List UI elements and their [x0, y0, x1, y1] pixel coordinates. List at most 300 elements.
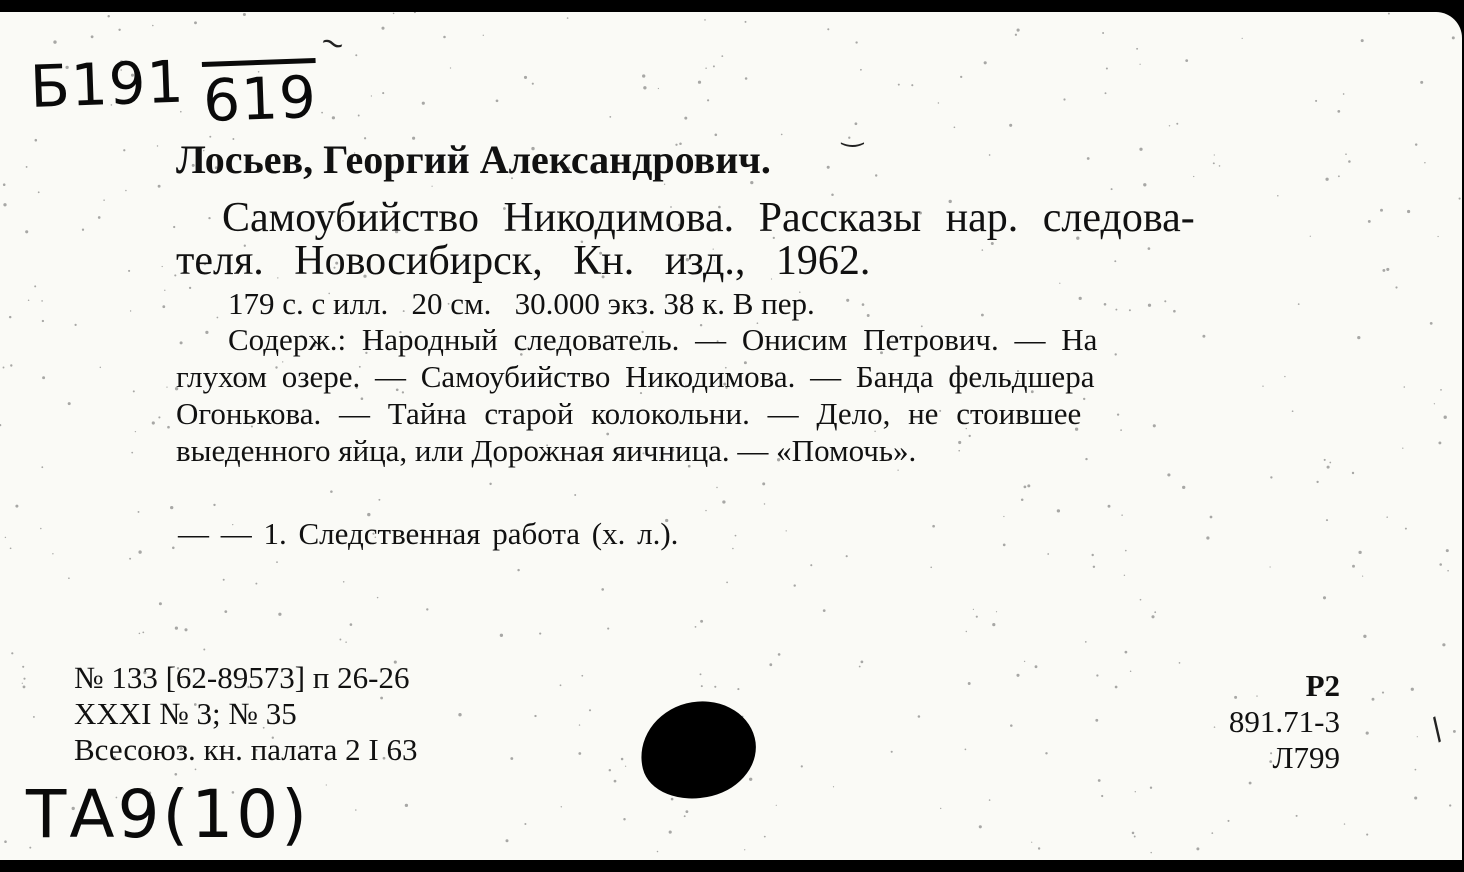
speckle-dot: [1368, 220, 1371, 223]
speckle-dot: [984, 61, 987, 64]
speckle-dot: [700, 673, 702, 675]
speckle-dot: [42, 376, 45, 379]
speckle-dot: [167, 426, 170, 429]
speckle-dot: [1150, 852, 1151, 853]
speckle-dot: [1063, 98, 1065, 100]
speckle-dot: [157, 145, 158, 146]
speckle-dot: [1227, 820, 1229, 822]
speckle-dot: [1417, 736, 1418, 737]
speckle-dot: [345, 641, 347, 643]
speckle-dot: [1327, 466, 1330, 469]
speckle-dot: [714, 686, 716, 688]
speckle-dot: [82, 229, 84, 231]
speckle-dot: [701, 685, 703, 687]
speckle-dot: [1140, 599, 1142, 601]
speckle-dot: [846, 299, 849, 302]
speckle-dot: [1214, 726, 1216, 728]
speckle-dot: [1323, 596, 1326, 599]
speckle-dot: [534, 715, 536, 717]
speckle-dot: [1143, 183, 1146, 186]
speckle-dot: [732, 548, 734, 550]
speckle-dot: [5, 537, 6, 538]
speckle-dot: [1358, 551, 1361, 554]
speckle-dot: [685, 810, 688, 813]
speckle-dot: [684, 117, 687, 120]
speckle-dot: [53, 40, 56, 43]
speckle-dot: [175, 627, 178, 630]
speckle-dot: [1415, 143, 1417, 145]
speckle-dot: [98, 216, 101, 219]
speckle-dot: [339, 639, 341, 641]
speckle-dot: [713, 65, 715, 67]
speckle-dot: [1096, 674, 1098, 676]
speckle-dot: [450, 67, 451, 68]
speckle-dot: [1386, 516, 1388, 518]
speckle-dot: [721, 55, 723, 57]
speckle-dot: [1329, 462, 1331, 464]
speckle-dot: [954, 126, 956, 128]
speckle-dot: [911, 84, 913, 86]
speckle-dot: [1298, 303, 1300, 305]
speckle-dot: [170, 506, 173, 509]
speckle-dot: [180, 341, 183, 344]
speckle-dot: [330, 490, 333, 493]
speckle-dot: [658, 88, 659, 89]
speckle-dot: [1164, 300, 1166, 302]
speckle-dot: [23, 678, 25, 680]
speckle-dot: [958, 441, 961, 444]
speckle-dot: [1176, 123, 1178, 125]
speckle-dot: [1366, 732, 1369, 735]
registry-number: № 133 [62-89573] п 26-26: [74, 660, 410, 695]
speckle-dot: [1016, 674, 1019, 677]
speckle-dot: [1324, 459, 1326, 461]
speckle-dot: [1202, 335, 1205, 338]
speckle-dot: [1083, 398, 1085, 400]
speckle-dot: [735, 535, 737, 537]
speckle-dot: [506, 839, 509, 842]
subject-heading: — — 1. Следственная работа (х. л.).: [178, 516, 679, 551]
speckle-dot: [41, 300, 43, 302]
speckle-dot: [623, 818, 625, 820]
speckle-dot: [524, 76, 527, 79]
speckle-dot: [614, 780, 617, 783]
speckle-dot: [26, 166, 28, 168]
speckle-dot: [1134, 836, 1136, 838]
title-line-1-text: Самоубийство Никодимова. Рассказы нар. следова-: [222, 195, 1195, 241]
speckle-dot: [979, 825, 982, 828]
speckle-dot: [1129, 309, 1131, 311]
title-line-1: [222, 194, 1342, 242]
speckle-dot: [992, 623, 995, 626]
udc-code: 891.71-3: [1228, 704, 1340, 739]
speckle-dot: [940, 808, 941, 809]
speckle-dot: [1132, 832, 1135, 835]
speckle-dot: [976, 616, 978, 618]
speckle-dot: [969, 435, 971, 437]
speckle-dot: [1130, 670, 1132, 672]
speckle-dot: [867, 314, 870, 317]
speckle-dot: [968, 682, 971, 685]
speckle-dot: [671, 798, 674, 801]
speckle-dot: [989, 154, 991, 156]
speckle-dot: [642, 74, 645, 77]
speckle-dot: [189, 287, 191, 289]
contents-line-3: Огонькова. — Тайна старой колокольни. — Дело, не стоившее: [176, 396, 1082, 431]
speckle-dot: [664, 184, 665, 185]
handwritten-bottom-code: ТА9(10): [26, 776, 310, 853]
speckle-dot: [973, 609, 974, 610]
speckle-dot: [579, 724, 580, 725]
speckle-dot: [958, 450, 960, 452]
speckle-dot: [1124, 575, 1125, 576]
speckle-dot: [1035, 665, 1038, 668]
speckle-dot: [496, 99, 499, 102]
speckle-dot: [938, 102, 939, 103]
speckle-dot: [1352, 565, 1355, 568]
speckle-dot: [34, 285, 36, 287]
speckle-dot: [1115, 353, 1117, 355]
speckle-dot: [875, 174, 877, 176]
shelf-code-main: Б191: [28, 47, 186, 121]
speckle-dot: [960, 76, 962, 78]
speckle-dot: [123, 149, 125, 151]
speckle-dot: [1446, 549, 1449, 552]
speckle-dot: [1047, 553, 1049, 555]
speckle-dot: [1115, 309, 1117, 311]
speckle-dot: [786, 530, 787, 531]
speckle-dot: [184, 628, 187, 631]
speckle-dot: [224, 610, 227, 613]
speckle-dot: [125, 190, 127, 192]
speckle-dot: [1262, 386, 1263, 387]
speckle-dot: [1447, 570, 1449, 572]
speckle-dot: [1414, 796, 1417, 799]
speckle-dot: [1015, 34, 1017, 36]
speckle-dot: [1439, 563, 1442, 566]
speckle-dot: [208, 217, 210, 219]
speckle-dot: [1453, 730, 1456, 733]
speckle-dot: [1017, 29, 1020, 32]
speckle-dot: [561, 806, 562, 807]
speckle-dot: [42, 320, 44, 322]
speckle-dot: [426, 608, 428, 610]
speckle-dot: [130, 310, 131, 311]
speckle-dot: [744, 849, 745, 850]
speckle-dot: [966, 631, 967, 632]
speckle-dot: [1093, 566, 1095, 568]
speckle-dot: [1021, 498, 1024, 501]
speckle-dot: [1108, 505, 1111, 508]
speckle-dot: [243, 13, 246, 16]
speckle-dot: [1182, 486, 1185, 489]
speckle-dot: [1395, 286, 1397, 288]
speckle-dot: [684, 815, 686, 817]
speckle-dot: [1420, 81, 1423, 84]
speckle-dot: [162, 266, 163, 267]
speckle-dot: [1079, 297, 1082, 300]
speckle-dot: [1031, 842, 1032, 843]
speckle-dot: [1136, 48, 1138, 50]
speckle-dot: [833, 786, 834, 787]
speckle-dot: [1154, 611, 1156, 613]
registry-issue: XXXI № 3; № 35: [74, 696, 297, 731]
speckle-dot: [1452, 36, 1455, 39]
speckle-dot: [1121, 514, 1123, 516]
speckle-dot: [483, 35, 484, 36]
speckle-dot: [358, 115, 360, 117]
speckle-dot: [172, 547, 175, 550]
speckle-dot: [810, 564, 812, 566]
speckle-dot: [223, 579, 225, 581]
speckle-dot: [15, 505, 18, 508]
speckle-dot: [567, 17, 569, 19]
catalog-card: [0, 12, 1462, 860]
speckle-dot: [1057, 509, 1060, 512]
speckle-dot: [1206, 536, 1209, 539]
speckle-dot: [217, 317, 219, 319]
speckle-dot: [1434, 403, 1435, 404]
speckle-dot: [1382, 692, 1384, 694]
speckle-dot: [393, 13, 395, 15]
speckle-dot: [965, 749, 967, 751]
speckle-dot: [861, 661, 864, 664]
speckle-dot: [1357, 336, 1360, 339]
speckle-dot: [3, 203, 6, 206]
speckle-dot: [897, 470, 898, 471]
speckle-dot: [1343, 93, 1345, 95]
speckle-dot: [1405, 528, 1407, 530]
speckle-dot: [22, 683, 23, 684]
speckle-dot: [100, 367, 101, 368]
stray-mark: ~: [314, 22, 351, 65]
speckle-dot: [1242, 38, 1243, 39]
speckle-dot: [625, 766, 626, 767]
speckle-dot: [932, 525, 935, 528]
speckle-dot: [1352, 472, 1354, 474]
speckle-dot: [669, 831, 672, 834]
speckle-dot: [1315, 100, 1317, 102]
speckle-dot: [1362, 576, 1363, 577]
speckle-dot: [524, 823, 526, 825]
speckle-dot: [371, 95, 372, 96]
speckle-dot: [321, 112, 323, 114]
speckle-dot: [1269, 566, 1270, 567]
speckle-dot: [4, 840, 7, 843]
speckle-dot: [532, 83, 534, 85]
speckle-dot: [458, 713, 461, 716]
speckle-dot: [1292, 410, 1294, 412]
speckle-dot: [152, 421, 155, 424]
speckle-dot: [35, 139, 38, 142]
speckle-dot: [205, 331, 208, 334]
speckle-dot: [657, 851, 659, 853]
speckle-dot: [578, 752, 581, 755]
speckle-dot: [898, 84, 900, 86]
speckle-dot: [1003, 544, 1006, 547]
speckle-dot: [1167, 473, 1170, 476]
footer-registry: [74, 660, 417, 768]
speckle-dot: [981, 314, 984, 317]
speckle-dot: [107, 15, 109, 17]
speckle-dot: [38, 191, 40, 193]
speckle-dot: [801, 765, 803, 767]
speckle-dot: [332, 116, 335, 119]
speckle-dot: [1348, 160, 1351, 163]
speckle-dot: [1003, 516, 1004, 517]
speckle-dot: [510, 757, 513, 760]
registry-chamber: Всесоюз. кн. палата 2 I 63: [74, 732, 418, 767]
speckle-dot: [1363, 635, 1366, 638]
speckle-dot: [1102, 32, 1104, 34]
speckle-dot: [22, 666, 24, 668]
speckle-dot: [68, 402, 71, 405]
speckle-dot: [1249, 782, 1252, 785]
speckle-dot: [609, 116, 611, 118]
speckle-dot: [1027, 484, 1030, 487]
speckle-dot: [1095, 719, 1098, 722]
speckle-dot: [996, 611, 997, 612]
contents-line-4: выеденного яйца, или Дорожная яичница. — «Помочь».: [176, 433, 917, 468]
speckle-dot: [715, 134, 718, 137]
speckle-dot: [1179, 662, 1181, 664]
contents-line-2: глухом озере. — Самоубийство Никодимова. — Банда фельдшера: [176, 359, 1095, 394]
speckle-dot: [726, 582, 728, 584]
speckle-dot: [707, 99, 709, 101]
speckle-dot: [41, 466, 43, 468]
speckle-dot: [1153, 424, 1156, 427]
speckle-dot: [1270, 476, 1272, 478]
speckle-dot: [1087, 157, 1090, 160]
speckle-dot: [0, 424, 1, 426]
speckle-dot: [443, 36, 446, 39]
speckle-dot: [778, 653, 781, 656]
speckle-dot: [1125, 651, 1128, 654]
stray-mark: /: [1423, 711, 1451, 748]
speckle-dot: [355, 809, 357, 811]
speckle-dot: [489, 483, 491, 485]
speckle-dot: [3, 183, 6, 186]
classification-index: Р2: [1305, 668, 1340, 703]
speckle-dot: [1402, 448, 1403, 449]
speckle-dot: [589, 709, 591, 711]
speckle-dot: [162, 305, 165, 308]
speckle-dot: [194, 21, 197, 24]
speckle-dot: [601, 588, 604, 591]
speckle-dot: [52, 553, 53, 554]
speckle-dot: [1114, 260, 1116, 262]
speckle-dot: [1430, 322, 1433, 325]
speckle-dot: [1185, 59, 1188, 62]
speckle-dot: [846, 555, 848, 557]
speckle-dot: [1424, 162, 1425, 163]
speckle-dot: [1438, 441, 1441, 444]
speckle-dot: [164, 290, 165, 291]
speckle-dot: [1024, 661, 1025, 662]
speckle-dot: [745, 21, 747, 23]
speckle-dot: [891, 751, 893, 753]
speckle-dot: [1085, 458, 1087, 460]
speckle-dot: [1193, 176, 1194, 177]
punch-hole: [630, 689, 766, 810]
speckle-dot: [381, 27, 384, 30]
speckle-dot: [1345, 153, 1347, 155]
speckle-dot: [1459, 23, 1460, 24]
speckle-dot: [1386, 268, 1389, 271]
speckle-dot: [1120, 429, 1122, 431]
speckle-dot: [1444, 416, 1447, 419]
speckle-dot: [1211, 832, 1213, 834]
speckle-dot: [1338, 175, 1340, 177]
speckle-dot: [40, 528, 42, 530]
speckle-dot: [74, 324, 76, 326]
speckle-dot: [158, 185, 161, 188]
speckle-dot: [1139, 148, 1142, 151]
speckle-dot: [343, 581, 345, 583]
speckle-dot: [142, 632, 144, 634]
speckle-dot: [749, 778, 752, 781]
speckle-dot: [991, 242, 994, 245]
speckle-dot: [859, 666, 861, 668]
speckle-dot: [823, 609, 826, 612]
speckle-dot: [1437, 236, 1438, 237]
speckle-dot: [769, 663, 772, 666]
physical-description: 179 с. с илл. 20 см. 30.000 экз. 38 к. В пер.: [228, 286, 815, 321]
speckle-dot: [1115, 686, 1118, 689]
speckle-dot: [722, 500, 725, 503]
speckle-dot: [1366, 834, 1368, 836]
speckle-dot: [1196, 847, 1199, 850]
speckle-dot: [607, 628, 609, 630]
speckle-dot: [1135, 791, 1136, 792]
speckle-dot: [138, 511, 140, 513]
speckle-dot: [539, 633, 541, 635]
speckle-dot: [1104, 303, 1107, 306]
speckle-dot: [1150, 787, 1152, 789]
speckle-dot: [278, 613, 281, 616]
speckle-dot: [152, 25, 154, 27]
speckle-dot: [158, 416, 160, 418]
speckle-dot: [159, 602, 162, 605]
speckle-dot: [1449, 804, 1451, 806]
speckle-dot: [517, 569, 519, 571]
speckle-dot: [3, 367, 5, 369]
footer-classification: [1229, 668, 1340, 776]
speckle-dot: [643, 86, 646, 89]
speckle-dot: [860, 69, 862, 71]
speckle-dot: [1045, 752, 1047, 754]
speckle-dot: [621, 758, 624, 761]
speckle-dot: [431, 186, 432, 187]
speckle-dot: [1148, 247, 1151, 250]
speckle-dot: [1316, 481, 1318, 483]
speckle-dot: [737, 688, 739, 690]
speckle-dot: [129, 558, 131, 560]
speckle-dot: [1009, 124, 1012, 127]
speckle-dot: [1296, 815, 1298, 817]
speckle-dot: [574, 494, 576, 496]
speckle-dot: [764, 836, 766, 838]
speckle-dot: [1148, 304, 1151, 307]
speckle-dot: [1106, 67, 1108, 69]
speckle-dot: [255, 583, 257, 585]
speckle-dot: [1169, 125, 1170, 126]
speckle-dot: [1151, 615, 1154, 618]
speckle-dot: [1404, 386, 1406, 388]
speckle-dot: [276, 561, 278, 563]
speckle-dot: [762, 482, 765, 485]
author-mark: Л799: [1272, 740, 1340, 775]
